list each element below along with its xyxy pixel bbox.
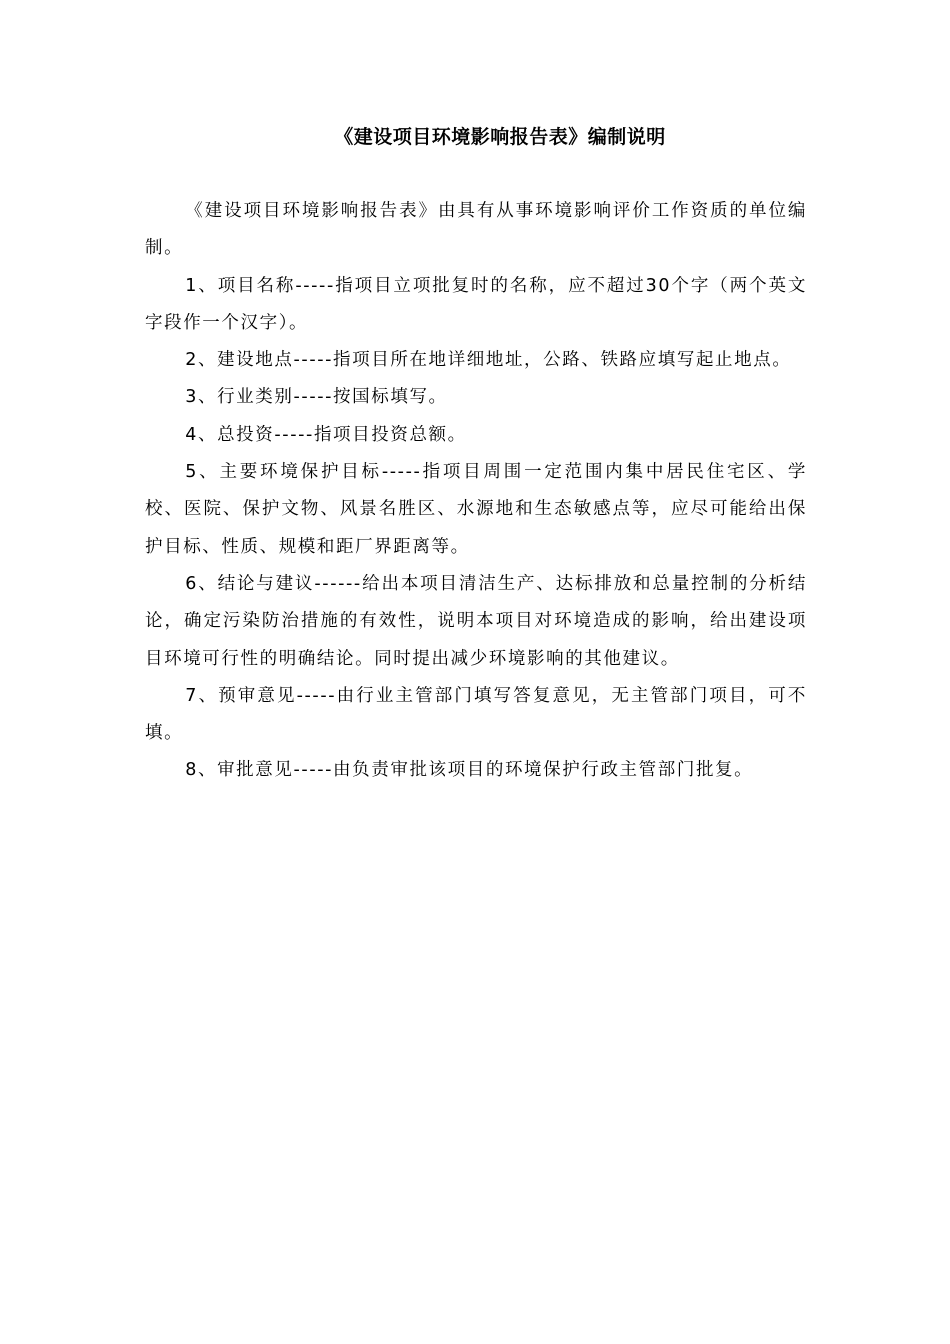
item-total-investment: 4、总投资-----指项目投资总额。 bbox=[185, 424, 467, 445]
item-project-name: 1、项目名称-----指项目立项批复时的名称，应不超过30个字（两个英文字段作一个汉字）。 bbox=[145, 275, 807, 333]
item-pre-review: 7、预审意见-----由行业主管部门填写答复意见，无主管部门项目，可不填。 bbox=[145, 685, 807, 744]
document-title: 《建设项目环境影响报告表》编制说明 bbox=[334, 126, 666, 148]
item-industry-category: 3、行业类别-----按国标填写。 bbox=[185, 387, 448, 408]
document-body bbox=[145, 193, 807, 790]
item-conclusions: 6、结论与建议------给出本项目清洁生产、达标排放和总量控制的分析结论，确定污染防治措施的有效性，说明本项目对环境造成的影响，给出建设项目环境可行性的明确结论。同时提出减少环境影响的其他建议。 bbox=[145, 573, 807, 669]
item-approval: 8、审批意见-----由负责审批该项目的环境保护行政主管部门批复。 bbox=[185, 760, 754, 781]
intro-paragraph: 《建设项目环境影响报告表》由具有从事环境影响评价工作资质的单位编制。 bbox=[145, 201, 807, 259]
item-protection-targets: 5、主要环境保护目标-----指项目周围一定范围内集中居民住宅区、学校、医院、保护文物、风景名胜区、水源地和生态敏感点等，应尽可能给出保护目标、性质、规模和距厂界距离等。 bbox=[145, 462, 807, 557]
item-construction-site: 2、建设地点-----指项目所在地详细地址，公路、铁路应填写起止地点。 bbox=[185, 350, 792, 371]
